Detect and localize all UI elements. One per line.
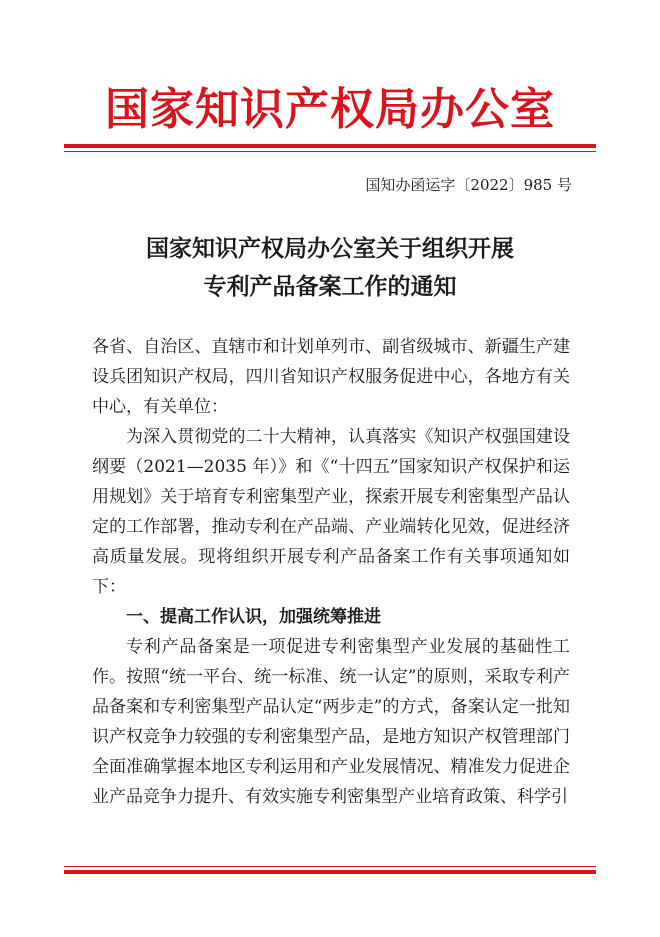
- section1-heading: 一、提高工作认识，加强统筹推进: [126, 607, 381, 627]
- footer-rule-thin: [64, 866, 596, 867]
- addressees: 各省、自治区、直辖市和计划单列市、副省级城市、新疆生产建设兵团知识产权局，四川省知识产权服务促进中心，各地方有关中心，有关单位：: [92, 337, 570, 417]
- document-title: [0, 230, 660, 306]
- section1-paragraph: 专利产品备案是一项促进专利密集型产业发展的基础性工作。按照“统一平台、统一标准、统一认定”的原则，采取专利产品备案和专利密集型产品认定“两步走”的方式，备案认定一批知识产权竞争力较强的专利密集型产品，是地方知识产权管理部门全面准确掌握本地区专利运用和产业发展情况、精准发力促进企业产品竞争力提升、有效实施专利密集型产业培育政策、科学引: [92, 637, 570, 807]
- document-title-line1: 国家知识产权局办公室关于组织开展: [146, 235, 514, 262]
- intro-paragraph: 为深入贯彻党的二十大精神，认真落实《知识产权强国建设纲要（2021—2035 年）》和《“十四五”国家知识产权保护和运用规划》关于培育专利密集型产业，探索开展专利密集型产品认定的工作部署，推动专利在产品端、产业端转化见效，促进经济高质量发展。现将组织开展专利产品备案工作有关事项通知如下：: [92, 427, 570, 597]
- document-number: 国知办函运字〔2022〕985 号: [365, 176, 572, 194]
- footer-rule-thick: [64, 870, 596, 874]
- masthead-rule-thin: [64, 151, 596, 152]
- masthead-rule-thick: [64, 144, 596, 148]
- document-body: [92, 332, 570, 812]
- document-title-line2: 专利产品备案工作的通知: [203, 273, 457, 300]
- agency-masthead: 国家知识产权局办公室: [105, 84, 555, 135]
